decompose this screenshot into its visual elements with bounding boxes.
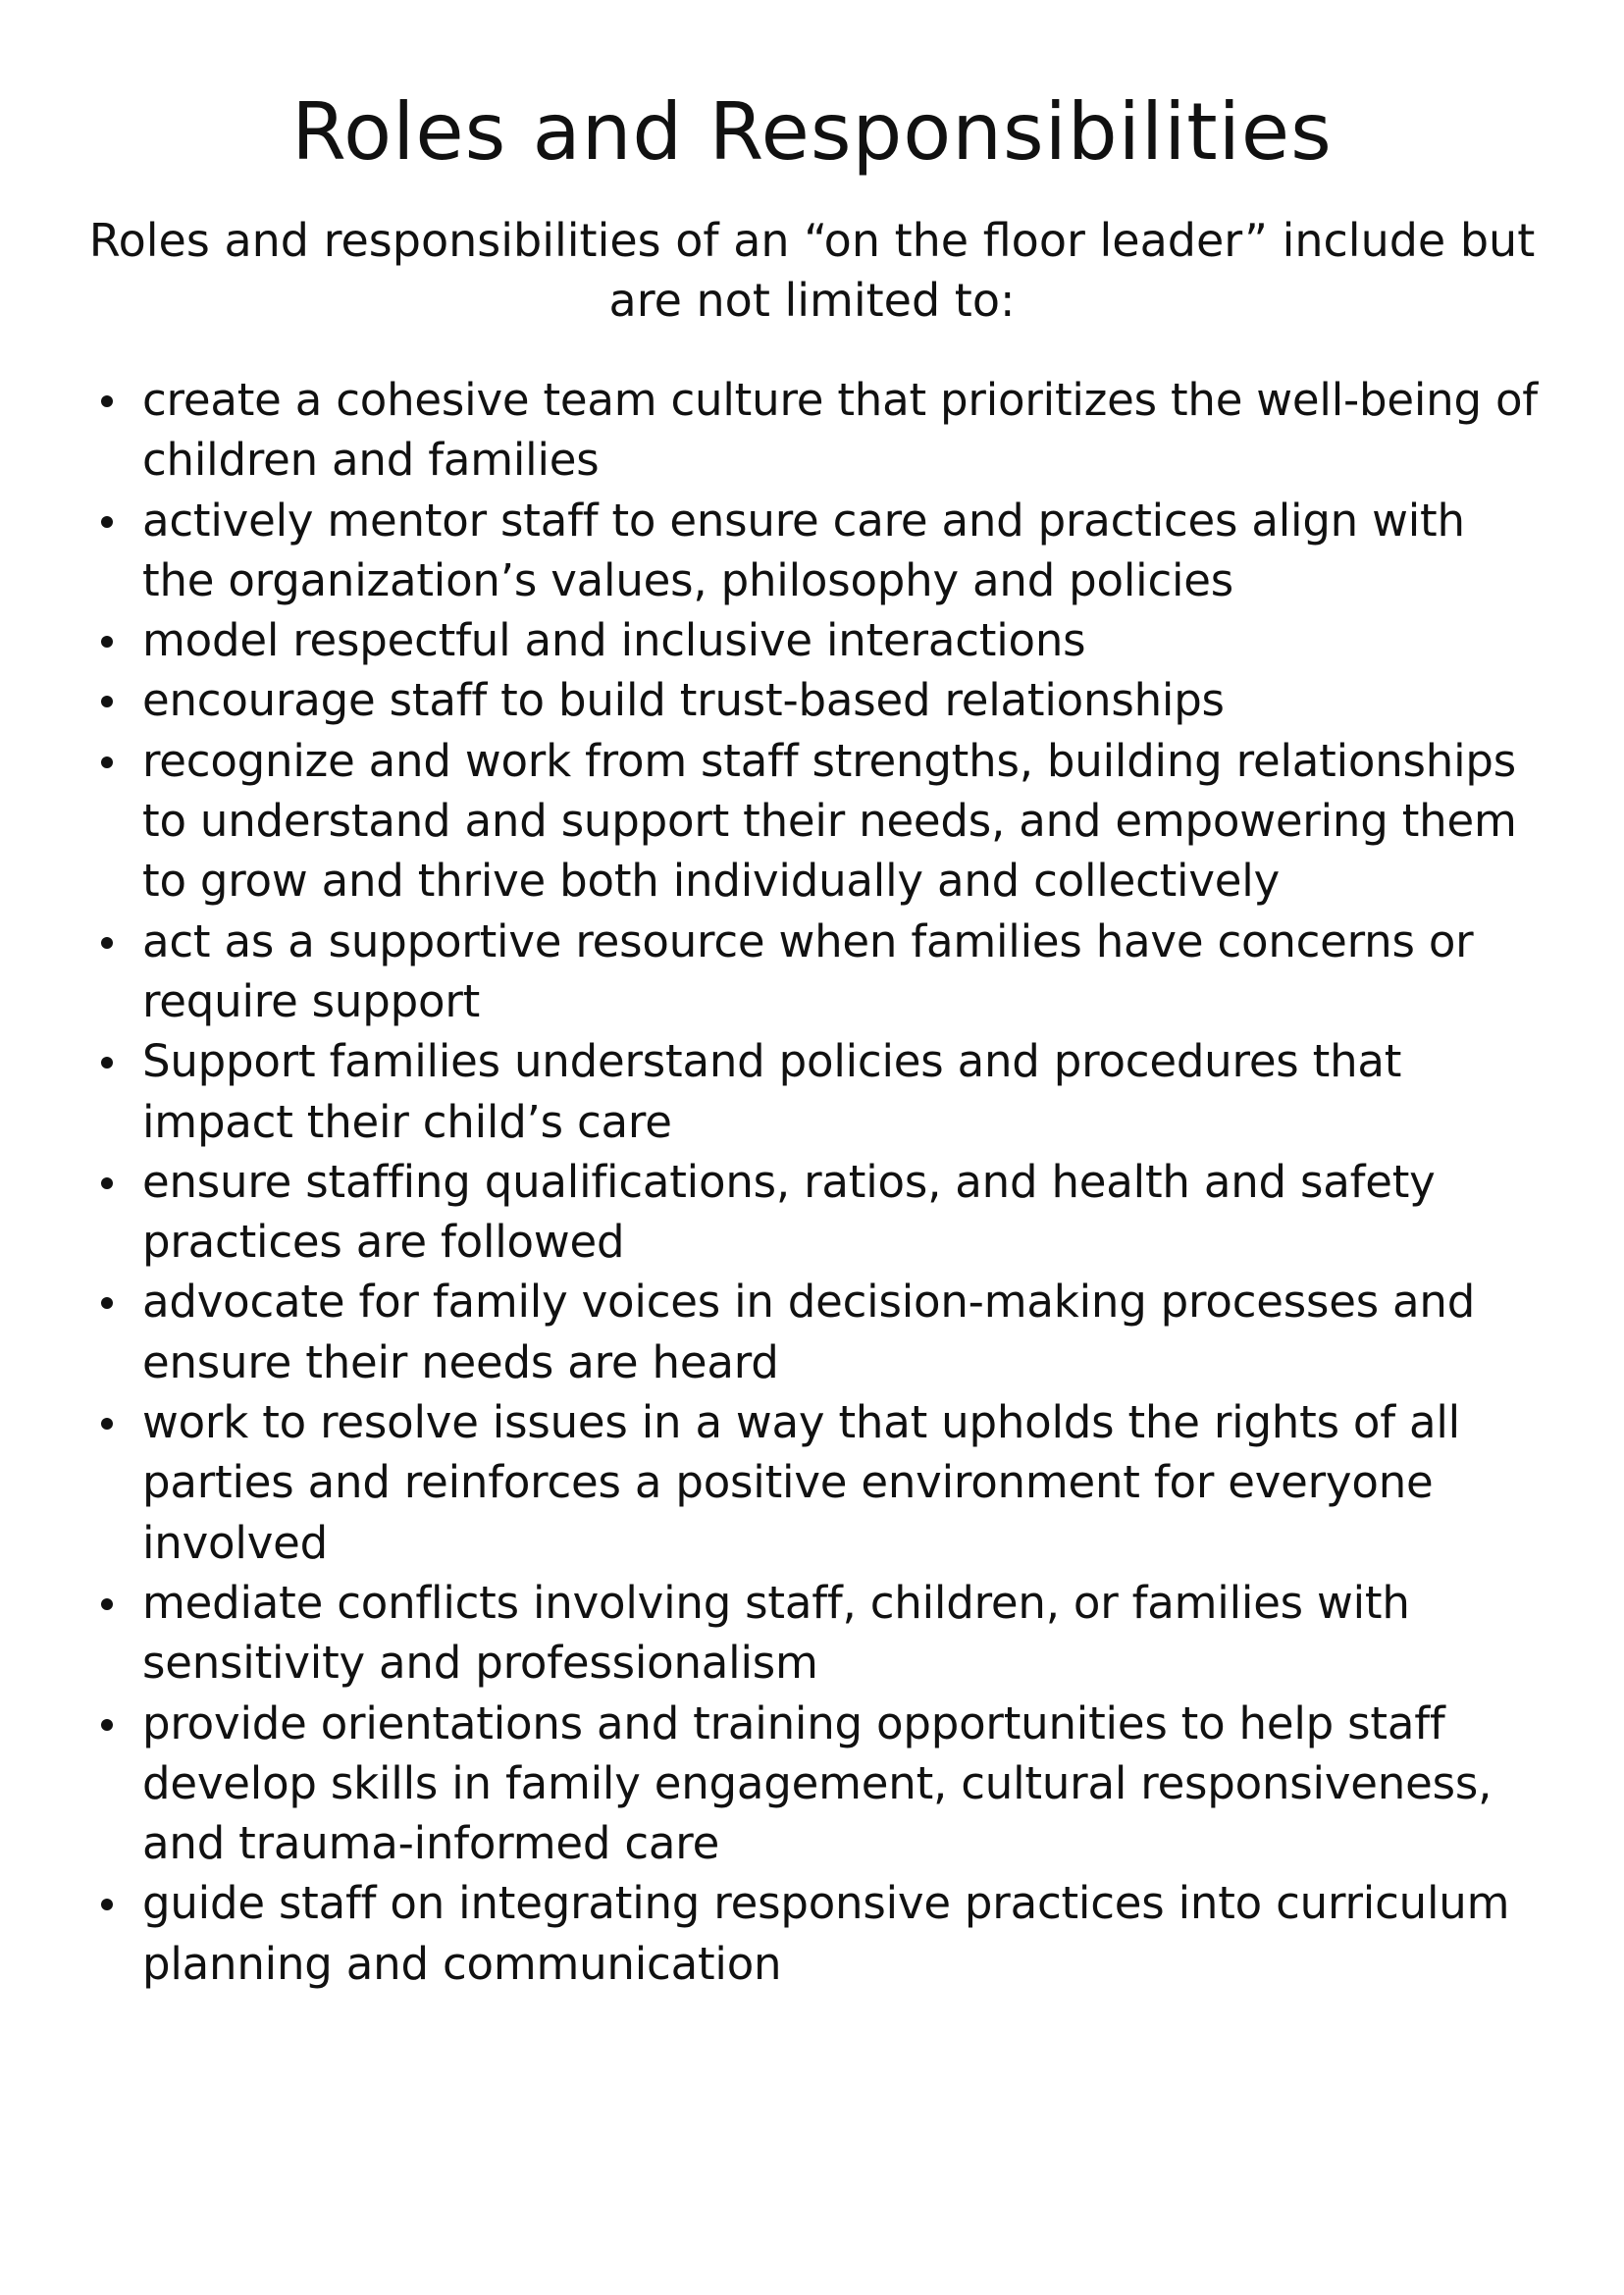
bullet-icon (101, 1057, 113, 1069)
list-item-text: recognize and work from staff strengths, building relationships to understand and support their needs, and empowering them to grow and thrive both individually and collectively (142, 734, 1517, 908)
bullet-icon (101, 696, 113, 707)
list-item (93, 912, 1545, 1032)
bullet-icon (101, 756, 113, 768)
list-item (93, 1694, 1545, 1874)
responsibilities-list (93, 370, 1545, 1994)
list-item (93, 1873, 1545, 1994)
bullet-icon (101, 1297, 113, 1309)
bullet-icon (101, 636, 113, 648)
list-item-text: encourage staff to build trust-based relationships (142, 674, 1225, 727)
list-item-text: mediate conflicts involving staff, children, or families with sensitivity and professionalism (142, 1576, 1410, 1690)
list-item-text: model respectful and inclusive interactions (142, 614, 1086, 667)
bullet-icon (101, 1418, 113, 1430)
list-item-text: Support families understand policies and procedures that impact their child’s care (142, 1035, 1402, 1148)
list-item-text: actively mentor staff to ensure care and practices align with the organization’s values, philosophy and policies (142, 494, 1465, 606)
list-item (93, 1573, 1545, 1694)
list-item (93, 1031, 1545, 1152)
list-item-text: guide staff on integrating responsive practices into curriculum planning and communication (142, 1877, 1510, 1990)
bullet-icon (101, 1177, 113, 1189)
bullet-icon (101, 1598, 113, 1610)
list-item-text: work to resolve issues in a way that upholds the rights of all parties and reinforces a positive environment for everyone involved (142, 1396, 1460, 1569)
bullet-icon (101, 1899, 113, 1910)
bullet-icon (101, 937, 113, 949)
bullet-icon (101, 1719, 113, 1731)
list-item (93, 491, 1545, 611)
list-item (93, 1392, 1545, 1573)
list-item-text: advocate for family voices in decision-making processes and ensure their needs are heard (142, 1276, 1476, 1388)
intro-paragraph: Roles and responsibilities of an “on the floor leader” include but are not limited to: (88, 214, 1536, 327)
list-item-text: ensure staffing qualifications, ratios, and health and safety practices are followed (142, 1155, 1436, 1269)
bullet-icon (101, 516, 113, 528)
bullet-icon (101, 395, 113, 407)
list-item-text: provide orientations and training opportunities to help staff develop skills in family engagement, cultural responsiveness, and trauma-informed care (142, 1696, 1493, 1870)
list-item (93, 370, 1545, 491)
list-item (93, 670, 1545, 730)
list-item (93, 1272, 1545, 1392)
list-item (93, 1152, 1545, 1273)
list-item-text: create a cohesive team culture that prioritizes the well-being of children and families (142, 374, 1538, 487)
list-item (93, 731, 1545, 912)
list-item-text: act as a supportive resource when families have concerns or require support (142, 914, 1474, 1027)
list-item (93, 610, 1545, 670)
page-title: Roles and Responsibilities (291, 86, 1333, 178)
